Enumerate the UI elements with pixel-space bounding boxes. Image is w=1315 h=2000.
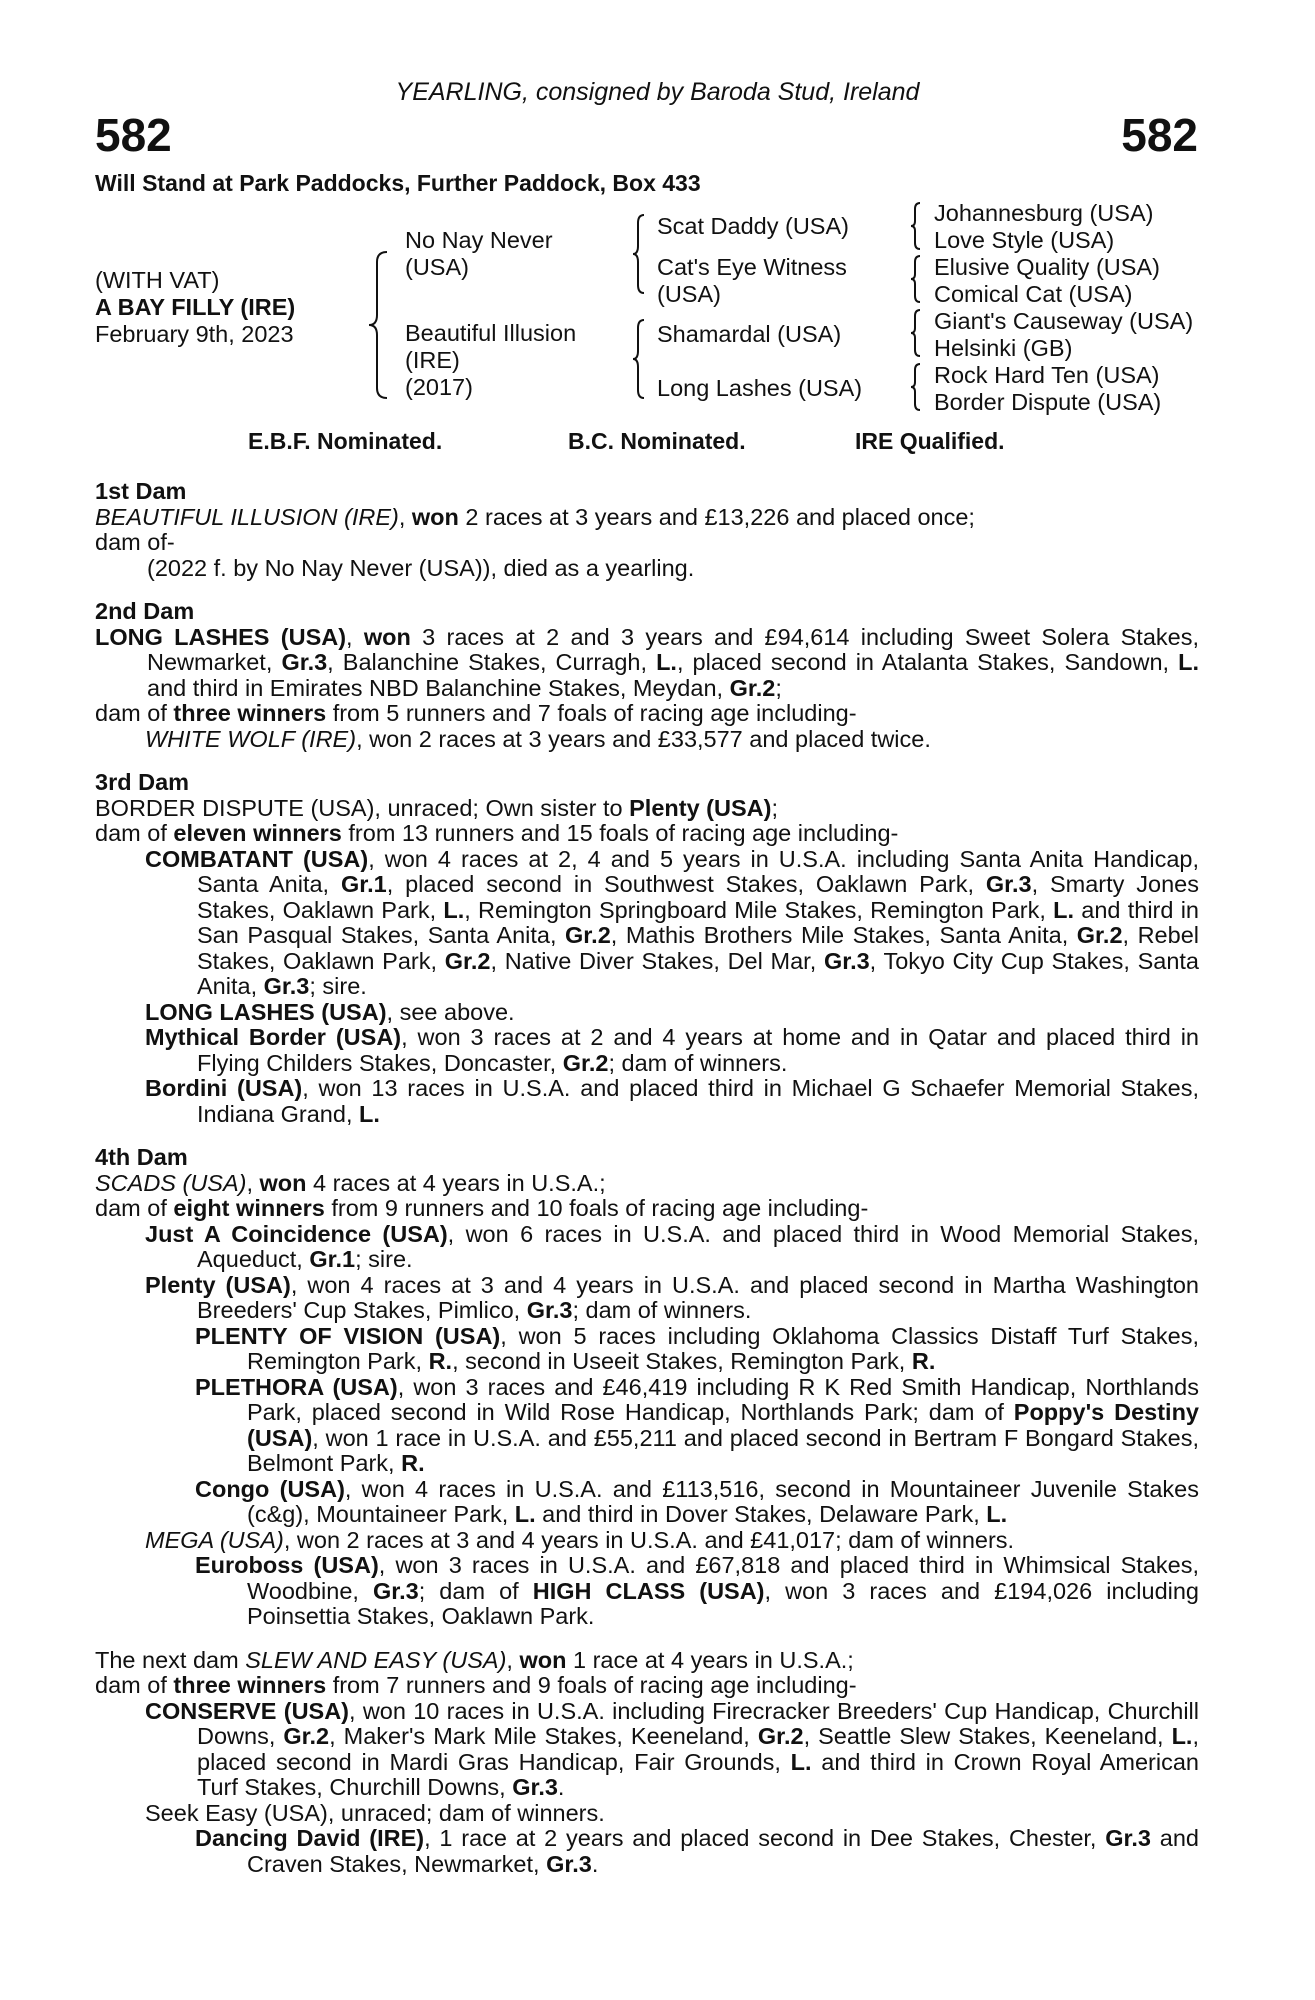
text-segment: and Craven Stakes, Newmarket,: [247, 1825, 1199, 1877]
text-segment: , won 5 races including Oklahoma Classics Distaff Turf Stakes, Remington Park,: [247, 1322, 1199, 1374]
text-segment: won: [519, 1646, 567, 1673]
pedigree-subject: [95, 267, 295, 348]
text-segment: PLENTY OF VISION (USA): [195, 1322, 501, 1349]
text-segment: WHITE WOLF (IRE): [145, 725, 357, 752]
text-segment: dam of-: [95, 529, 175, 555]
gen3-8: Border Dispute (USA): [934, 389, 1162, 415]
text-segment: Gr.3: [512, 1774, 558, 1800]
text-segment: Gr.2: [444, 947, 491, 974]
text-segment: PLETHORA (USA): [195, 1373, 398, 1400]
text-segment: Gr.3: [526, 1297, 573, 1323]
text-segment: , 1 race at 2 years and placed second in Dee Stakes, Chester,: [424, 1825, 1106, 1851]
text-segment: , Native Diver Stakes, Del Mar,: [490, 947, 824, 974]
text-segment: , Seattle Slew Stakes, Keeneland,: [803, 1723, 1172, 1749]
dam-dam: Long Lashes (USA): [657, 375, 863, 401]
text-segment: Congo (USA): [195, 1475, 345, 1502]
text-segment: R.: [401, 1450, 425, 1476]
pedigree-brace-g3-2: [910, 254, 922, 304]
dam-year: (2017): [405, 374, 473, 400]
text-segment: Gr.3: [263, 973, 310, 999]
pedigree-gen3: [934, 200, 1193, 416]
text-segment: , won 3 races and £194,026 including Poinsettia Stakes, Oaklawn Park.: [247, 1577, 1199, 1629]
record-line: [95, 1000, 1199, 1026]
text-segment: , Rebel Stakes, Oaklawn Park,: [197, 922, 1199, 974]
record-line: [95, 1171, 1199, 1197]
text-segment: three winners: [173, 1672, 327, 1698]
text-segment: from 7 runners and 9 foals of racing age including-: [326, 1672, 857, 1698]
text-segment: Gr.1: [309, 1246, 356, 1272]
text-segment: .: [591, 1850, 599, 1877]
text-segment: won: [411, 503, 459, 530]
record-line: [95, 1699, 1199, 1801]
dam-section: [95, 1648, 1199, 1878]
dam-sire: Shamardal (USA): [657, 321, 842, 347]
text-segment: L.: [359, 1100, 380, 1127]
text-segment: Bordini (USA): [145, 1075, 303, 1101]
pedigree-sire: [405, 227, 553, 281]
text-segment: L.: [1178, 649, 1199, 675]
record-line: [95, 796, 1199, 822]
text-segment: L.: [986, 1501, 1008, 1527]
text-segment: , won 4 races at 3 and 4 years in U.S.A. and placed second in Martha Washington Breeders' Cup Stakes, Pimlico,: [197, 1271, 1199, 1323]
text-segment: , Remington Springboard Mile Stakes, Remington Park,: [464, 896, 1054, 923]
bc-nomination: B.C. Nominated.: [568, 428, 746, 454]
text-segment: and third in San Pasqual Stakes, Santa Anita,: [197, 896, 1199, 948]
record-line: [95, 1673, 1199, 1699]
text-segment: , won 6 races in U.S.A. and placed third in Wood Memorial Stakes, Aqueduct,: [197, 1220, 1199, 1272]
gen3-4: Comical Cat (USA): [934, 281, 1133, 307]
text-segment: Just A Coincidence (USA): [145, 1220, 448, 1247]
text-segment: , won 1 race in U.S.A. and £55,211 and placed second in Bertram F Bongard Stakes, Belmont Park,: [247, 1424, 1199, 1476]
text-segment: , see above.: [386, 998, 515, 1025]
sire-dam-country: (USA): [657, 281, 721, 307]
text-segment: three winners: [173, 700, 327, 726]
sire-sire: Scat Daddy (USA): [657, 213, 849, 239]
vat-note: (WITH VAT): [95, 267, 220, 293]
dam-country: (IRE): [405, 347, 460, 373]
text-segment: Dancing David (IRE): [195, 1825, 425, 1851]
dam-section: [95, 479, 1199, 581]
text-segment: HIGH CLASS (USA): [532, 1577, 765, 1604]
pedigree-brace-g3-3: [910, 308, 922, 358]
text-segment: L.: [443, 896, 465, 923]
sire-dam-name: Cat's Eye Witness: [657, 254, 847, 280]
text-segment: , won 2 races at 3 and 4 years in U.S.A. and £41,017; dam of winners.: [283, 1526, 1015, 1553]
record-line: [95, 1375, 1199, 1477]
text-segment: SLEW AND EASY (USA): [245, 1646, 507, 1673]
text-segment: L.: [790, 1748, 812, 1775]
text-segment: and third in Crown Royal American Turf Stakes, Churchill Downs,: [197, 1748, 1199, 1800]
text-segment: , placed second in Atalanta Stakes, Sandown,: [676, 649, 1179, 675]
text-segment: 2 races at 3 years and £13,226 and placed once;: [458, 503, 975, 530]
text-segment: Euroboss (USA): [195, 1552, 379, 1578]
text-segment: ;: [775, 674, 782, 701]
dam-name: Beautiful Illusion: [405, 320, 577, 346]
dam-section: [95, 770, 1199, 1127]
section-heading: 2nd Dam: [95, 598, 195, 624]
text-segment: from 13 runners and 15 foals of racing age including-: [341, 820, 899, 846]
record-line: [95, 1801, 1199, 1827]
text-segment: BEAUTIFUL ILLUSION (IRE): [95, 503, 399, 530]
text-segment: , placed second in Southwest Stakes, Oaklawn Park,: [386, 871, 986, 897]
record-line: [95, 1477, 1199, 1528]
text-segment: ; sire.: [309, 973, 367, 999]
text-segment: (2022 f. by No Nay Never (USA)), died as a yearling.: [147, 554, 695, 581]
text-segment: , won 3 races in U.S.A. and £67,818 and placed third in Whimsical Stakes, Woodbine,: [247, 1552, 1200, 1604]
text-segment: Plenty (USA): [629, 794, 772, 821]
sire-name: No Nay Never: [405, 227, 553, 253]
text-segment: Gr.2: [562, 1049, 609, 1076]
text-segment: Gr.2: [565, 922, 611, 948]
text-segment: Gr.3: [985, 871, 1032, 897]
lot-number-right: 582: [1121, 109, 1198, 161]
text-segment: L.: [1053, 896, 1075, 923]
text-segment: won: [259, 1169, 307, 1196]
text-segment: eleven winners: [173, 820, 342, 846]
gen3-2: Love Style (USA): [934, 227, 1115, 253]
text-segment: ; dam of: [418, 1577, 533, 1604]
record-line: [95, 625, 1199, 702]
record-line: [95, 847, 1199, 1000]
text-segment: Gr.3: [1105, 1825, 1151, 1851]
dam-section: [95, 599, 1199, 752]
text-segment: SCADS (USA): [95, 1169, 247, 1196]
gen3-7: Rock Hard Ten (USA): [934, 362, 1160, 388]
record-line: [95, 1222, 1199, 1273]
pedigree-brace-main: [367, 250, 389, 400]
record-line: [95, 1528, 1199, 1554]
text-segment: dam of: [95, 1672, 174, 1698]
text-segment: and third in Emirates NBD Balanchine Stakes, Meydan,: [147, 674, 730, 701]
pedigree-brace-sire: [632, 213, 646, 295]
gen3-5: Giant's Causeway (USA): [934, 308, 1194, 334]
record-line: [95, 505, 1199, 531]
text-segment: 1 race at 4 years in U.S.A.;: [566, 1646, 854, 1673]
text-segment: Mythical Border (USA): [145, 1024, 402, 1050]
pedigree-brace-g3-4: [910, 362, 922, 412]
record-line: [95, 1553, 1199, 1630]
text-segment: ; sire.: [355, 1246, 413, 1272]
dam-section: [95, 1145, 1199, 1630]
text-segment: L.: [1171, 1723, 1193, 1749]
text-segment: , won 10 races in U.S.A. including Firecracker Breeders' Cup Handicap, Churchill Downs,: [197, 1697, 1199, 1749]
sire-dam: [657, 254, 847, 308]
text-segment: R.: [911, 1348, 936, 1374]
text-segment: , won 13 races in U.S.A. and placed third in Michael G Schaefer Memorial Stakes, Indiana Grand,: [197, 1075, 1199, 1127]
text-segment: L.: [656, 649, 677, 675]
record-line: [95, 1273, 1199, 1324]
text-segment: Gr.3: [372, 1577, 419, 1604]
text-segment: Gr.3: [281, 649, 328, 675]
pedigree-brace-dam: [632, 318, 646, 400]
text-segment: ,: [246, 1169, 260, 1196]
text-segment: , won 3 races at 2 and 4 years at home and in Qatar and placed third in Flying Childers Stakes, Doncaster,: [197, 1024, 1200, 1076]
pedigree-dam: [405, 320, 576, 401]
text-segment: ,: [346, 623, 364, 650]
text-segment: L.: [514, 1501, 536, 1527]
stand-location: Will Stand at Park Paddocks, Further Paddock, Box 433: [95, 170, 701, 196]
text-segment: Gr.2: [757, 1723, 804, 1749]
consignor-line: YEARLING, consigned by Baroda Stud, Ireland: [395, 78, 920, 106]
text-segment: BORDER DISPUTE (USA), unraced; Own sister to: [95, 794, 630, 821]
text-segment: , won 2 races at 3 years and £33,577 and placed twice.: [356, 725, 931, 752]
text-segment: , Maker's Mark Mile Stakes, Keeneland,: [329, 1723, 758, 1749]
record-line: [95, 1076, 1199, 1127]
record-line: [95, 1826, 1199, 1877]
record-line: [95, 701, 1199, 727]
text-segment: Gr.1: [340, 871, 387, 897]
produce-record: [95, 479, 1199, 1877]
gen3-3: Elusive Quality (USA): [934, 254, 1160, 280]
text-segment: , second in Useeit Stakes, Remington Park,: [452, 1348, 912, 1374]
text-segment: Gr.2: [283, 1723, 330, 1749]
text-segment: CONSERVE (USA): [145, 1697, 350, 1724]
text-segment: , Mathis Brothers Mile Stakes, Santa Anita,: [610, 922, 1077, 948]
text-segment: ; dam of winners.: [608, 1049, 788, 1076]
text-segment: LONG LASHES (USA): [95, 623, 347, 650]
section-heading: 4th Dam: [95, 1144, 188, 1170]
text-segment: , won 4 races at 2, 4 and 5 years in U.S.A. including Santa Anita Handicap, Santa Anita,: [197, 845, 1200, 897]
text-segment: The next dam: [95, 1646, 246, 1673]
sire-country: (USA): [405, 254, 469, 280]
record-line: [95, 1648, 1199, 1674]
gen3-6: Helsinki (GB): [934, 335, 1073, 361]
text-segment: dam of: [95, 700, 174, 726]
section-heading: 3rd Dam: [95, 769, 190, 795]
text-segment: from 9 runners and 10 foals of racing age including-: [324, 1195, 869, 1221]
text-segment: Gr.2: [1076, 922, 1123, 948]
pedigree-brace-g3-1: [910, 201, 922, 251]
text-segment: from 5 runners and 7 foals of racing age including-: [326, 700, 857, 726]
text-segment: , placed second in Mardi Gras Handicap, Fair Grounds,: [197, 1723, 1199, 1775]
text-segment: dam of: [95, 820, 174, 846]
text-segment: won: [363, 623, 411, 650]
lot-name: A BAY FILLY (IRE): [95, 294, 296, 320]
text-segment: ,: [506, 1646, 520, 1673]
text-segment: ;: [771, 794, 778, 821]
text-segment: 3 races at 2 and 3 years and £94,614 including Sweet Solera Stakes, Newmarket,: [147, 623, 1200, 675]
text-segment: Plenty (USA): [145, 1271, 291, 1298]
record-line: [95, 1025, 1199, 1076]
text-segment: dam of: [95, 1195, 174, 1221]
text-segment: Gr.3: [546, 1850, 592, 1877]
ebf-nomination: E.B.F. Nominated.: [248, 428, 443, 454]
text-segment: ; dam of winners.: [572, 1297, 752, 1323]
record-line: [95, 727, 1199, 753]
text-segment: , Tokyo City Cup Stakes, Santa Anita,: [197, 947, 1199, 999]
text-segment: , Smarty Jones Stakes, Oaklawn Park,: [197, 871, 1199, 923]
text-segment: , won 4 races in U.S.A. and £113,516, second in Mountaineer Juvenile Stakes (c&g), Mountaineer Park,: [247, 1475, 1200, 1527]
text-segment: Gr.3: [823, 947, 870, 974]
text-segment: , Balanchine Stakes, Curragh,: [327, 649, 657, 675]
text-segment: Poppy's Destiny (USA): [247, 1399, 1199, 1451]
gen3-1: Johannesburg (USA): [934, 200, 1154, 226]
text-segment: MEGA (USA): [145, 1526, 284, 1553]
record-line: [95, 1324, 1199, 1375]
section-heading: 1st Dam: [95, 478, 187, 504]
ire-qualification: IRE Qualified.: [855, 428, 1005, 454]
record-line: [95, 1196, 1199, 1222]
record-line: [95, 821, 1199, 847]
text-segment: LONG LASHES (USA): [145, 998, 387, 1025]
text-segment: COMBATANT (USA): [145, 845, 369, 872]
text-segment: Gr.2: [729, 674, 776, 701]
text-segment: .: [557, 1774, 565, 1800]
text-segment: Seek Easy (USA), unraced; dam of winners.: [145, 1799, 605, 1826]
text-segment: R.: [428, 1348, 453, 1374]
lot-number-left: 582: [95, 109, 172, 161]
record-line: [95, 556, 1199, 582]
foaling-date: February 9th, 2023: [95, 321, 294, 347]
text-segment: , won 3 races and £46,419 including R K Red Smith Handicap, Northlands Park, placed second in Wild Rose Handicap, Northlands Park; dam of: [247, 1373, 1199, 1425]
text-segment: and third in Dover Stakes, Delaware Park,: [535, 1501, 987, 1527]
text-segment: 4 races at 4 years in U.S.A.;: [306, 1169, 606, 1196]
text-segment: eight winners: [173, 1195, 325, 1221]
record-line: [95, 530, 1199, 556]
text-segment: ,: [398, 503, 412, 530]
